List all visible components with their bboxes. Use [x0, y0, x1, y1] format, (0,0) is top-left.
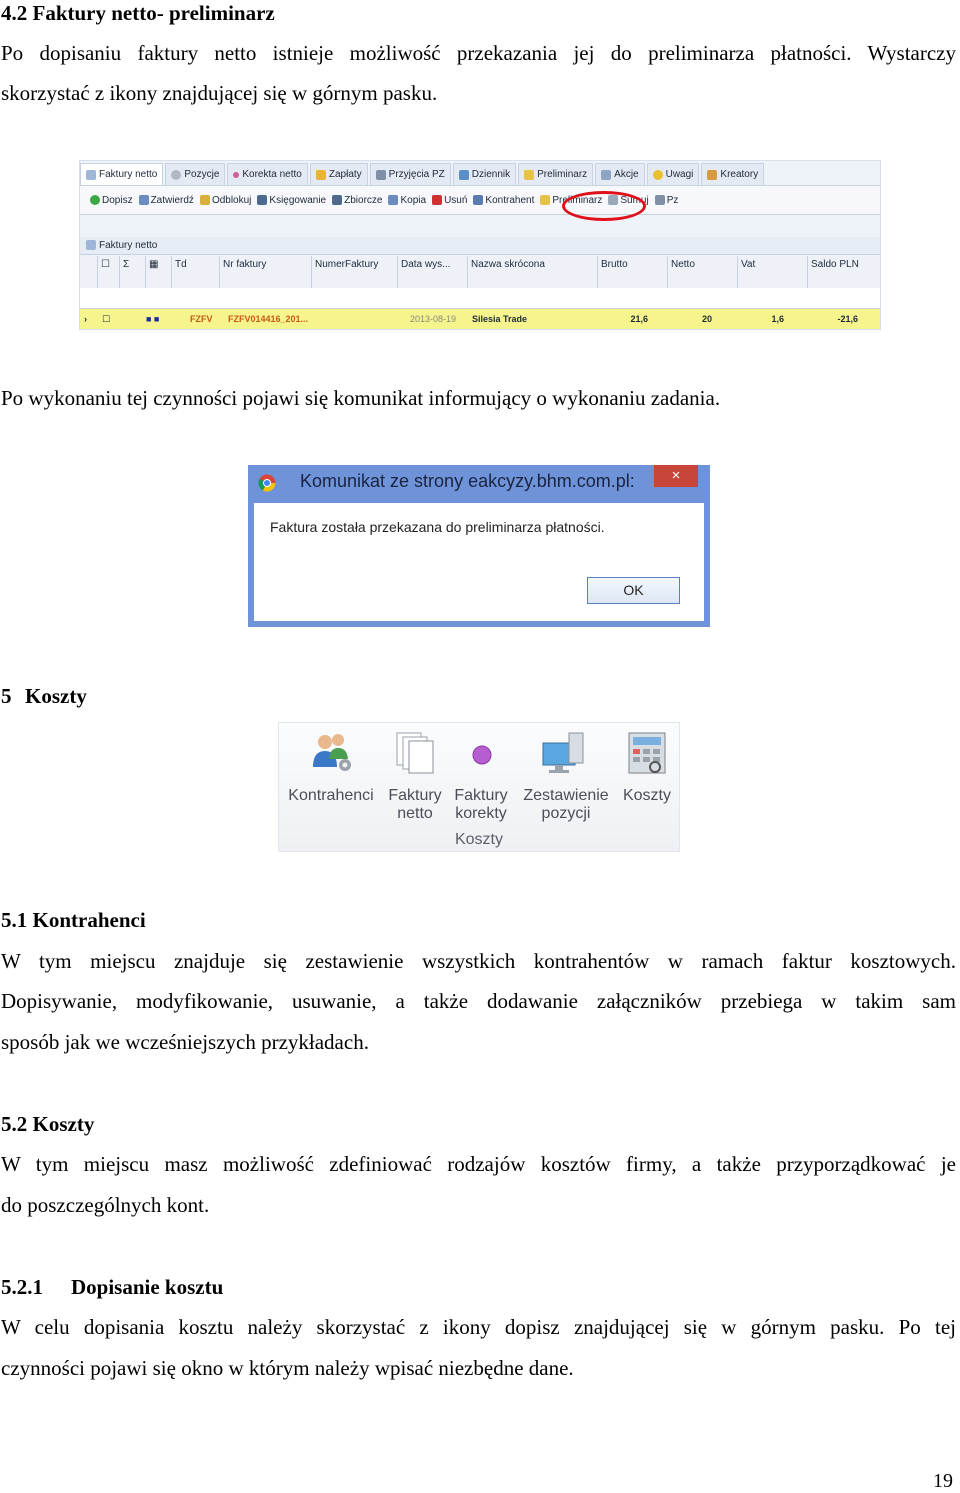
action-bar [80, 185, 880, 215]
paragraph-line: W celu dopisania kosztu należy skorzystać z ikony dopisz znajdującej się w górnym pasku. Po tej [1, 1315, 956, 1339]
status-icon: ■ ■ [146, 314, 160, 324]
zbiorcze-button[interactable]: Zbiorcze [332, 195, 382, 206]
tab-kreatory[interactable]: Kreatory [701, 163, 764, 185]
ribbon-group-label: Koszty [454, 831, 503, 848]
pz-button[interactable]: Pz [655, 195, 679, 206]
column-header-vat[interactable]: Vat [738, 256, 808, 288]
table-row[interactable]: › ☐ ■ ■ FZFV FZFV014416_201... 2013-08-19 Silesia Trade 21,6 20 1,6 -21,6 [80, 309, 880, 329]
toolbar-screenshot [79, 160, 881, 330]
receipt-icon [655, 195, 665, 205]
dialog-titlebar [248, 465, 710, 501]
column-header-numer-faktury[interactable]: NumerFaktury [312, 256, 398, 288]
documents-icon [391, 729, 439, 777]
paragraph-line: W tym miejscu masz możliwość zdefiniować rodzajów kosztów firmy, a także przyporządkować je [1, 1152, 956, 1176]
ribbon-button-koszty[interactable]: Koszty [622, 787, 671, 804]
tab-dziennik[interactable]: Dziennik [453, 163, 516, 185]
column-header-netto[interactable]: Netto [668, 256, 738, 288]
paragraph-line: W tym miejscu znajduje się zestawienie wszystkich kontrahentów w ramach faktur kosztowych. [1, 949, 956, 973]
tab-pozycje[interactable]: Pozycje [165, 163, 225, 185]
smiley-icon [653, 170, 663, 180]
grid-header [80, 256, 880, 289]
grid-title: Faktury netto [80, 237, 880, 255]
tab-zaplaty[interactable]: Zapłaty [310, 163, 368, 185]
alert-dialog [248, 465, 710, 627]
document-icon [86, 240, 96, 250]
paragraph-line: Po wykonaniu tej czynności pojawi się komunikat informujący o wykonaniu zadania. [1, 386, 721, 410]
column-header-nr-faktury[interactable]: Nr faktury [220, 256, 312, 288]
tab-uwagi[interactable]: Uwagi [647, 163, 700, 185]
dialog-title: Komunikat ze strony eakcyzy.bhm.com.pl: [300, 471, 635, 491]
row-arrow-icon: › [84, 314, 87, 324]
column-header-td[interactable]: Td [172, 256, 220, 288]
column-header-saldo[interactable]: Saldo PLN [811, 259, 859, 270]
people-gear-icon [307, 729, 355, 777]
odblokuj-button[interactable]: Odblokuj [200, 195, 251, 206]
section-5-2-title: 5.2 Koszty [1, 1112, 95, 1136]
sumuj-button[interactable]: Sumuj [608, 195, 648, 206]
paragraph-line: do poszczególnych kont. [1, 1193, 210, 1217]
paragraph-line: skorzystać z ikony znajdującej się w górnym pasku. [1, 81, 438, 105]
sum-icon: Σ [120, 256, 146, 288]
ribbon-button-kontrahenci[interactable]: Kontrahenci [288, 787, 374, 804]
highlight-circle [562, 191, 646, 221]
kontrahent-button[interactable]: Kontrahent [473, 195, 534, 206]
calculator-icon [625, 729, 669, 777]
tab-przyjecia-pz[interactable]: Przyjęcia PZ [370, 163, 451, 185]
dialog-message: Faktura została przekazana do preliminarza płatności. [270, 519, 605, 535]
journal-icon [459, 170, 469, 180]
computer-icon [539, 729, 587, 777]
paragraph-line: Po dopisaniu faktury netto istnieje możliwość przekazania jej do preliminarza płatności. Wystarczy [1, 41, 956, 65]
page-number: 19 [933, 1470, 953, 1492]
column-header-data[interactable]: Data wys... [398, 256, 468, 288]
purple-dot-icon [467, 729, 497, 777]
actions-icon [601, 170, 611, 180]
preliminarz-button[interactable]: Preliminarz [540, 195, 602, 206]
payment-icon [316, 170, 326, 180]
row-checkbox[interactable]: ☐ [102, 314, 111, 324]
batch-icon [332, 195, 342, 205]
tab-faktury-netto[interactable]: Faktury netto [80, 163, 163, 185]
grid-icon: ▦ [146, 256, 172, 288]
dopisz-button[interactable]: Dopisz [90, 195, 133, 206]
select-all-checkbox[interactable]: ☐ [98, 256, 120, 288]
usun-button[interactable]: Usuń [432, 195, 467, 206]
list-icon [171, 170, 181, 180]
paragraph-line: czynności pojawi się okno w którym należy wpisać niezbędne dane. [1, 1356, 574, 1380]
column-header-brutto[interactable]: Brutto [598, 256, 668, 288]
wand-icon [707, 170, 717, 180]
copy-icon [388, 195, 398, 205]
ribbon-button-faktury-netto[interactable]: Faktury netto [388, 787, 442, 822]
section-5-number: 5 [1, 684, 12, 708]
tab-preliminarz[interactable]: Preliminarz [518, 163, 593, 185]
delete-icon [432, 195, 442, 205]
plus-icon [90, 195, 100, 205]
section-5-2-1-number: 5.2.1 [1, 1275, 43, 1299]
paragraph-line: Dopisywanie, modyfikowanie, usuwanie, a także dodawanie załączników przebiega w takim sam [1, 989, 956, 1013]
ribbon-button-faktury-korekty[interactable]: Faktury korekty [454, 787, 508, 822]
close-button[interactable]: × [654, 465, 698, 487]
filter-row[interactable] [80, 288, 880, 309]
kopia-button[interactable]: Kopia [388, 195, 426, 206]
shield-icon [524, 170, 534, 180]
tab-akcje[interactable]: Akcje [595, 163, 644, 185]
ribbon-koszty [278, 722, 680, 852]
approve-icon [139, 195, 149, 205]
section-4-2-title: 4.2 Faktury netto- preliminarz [1, 1, 275, 25]
section-5-2-1-title: Dopisanie kosztu [71, 1275, 224, 1299]
zatwierdz-button[interactable]: Zatwierdź [139, 195, 194, 206]
tab-bar [80, 163, 880, 185]
ok-button[interactable]: OK [587, 577, 680, 604]
receipt-icon [376, 170, 386, 180]
dialog-body [254, 503, 704, 621]
section-5-1-title: 5.1 Kontrahenci [1, 908, 146, 932]
section-5-title: Koszty [25, 684, 87, 708]
tab-korekta-netto[interactable]: Korekta netto [227, 163, 307, 185]
ribbon-button-zestawienie-pozycji[interactable]: Zestawienie pozycji [523, 787, 609, 822]
ksiegowanie-button[interactable]: Księgowanie [257, 195, 326, 206]
pink-dot-icon [233, 172, 239, 178]
column-header-nazwa[interactable]: Nazwa skrócona [468, 256, 598, 288]
paragraph-line: sposób jak we wcześniejszych przykładach. [1, 1030, 369, 1054]
document-icon [86, 170, 96, 180]
ledger-icon [257, 195, 267, 205]
shield-icon [540, 195, 550, 205]
chrome-icon [258, 474, 276, 492]
lock-icon [200, 195, 210, 205]
person-icon [473, 195, 483, 205]
